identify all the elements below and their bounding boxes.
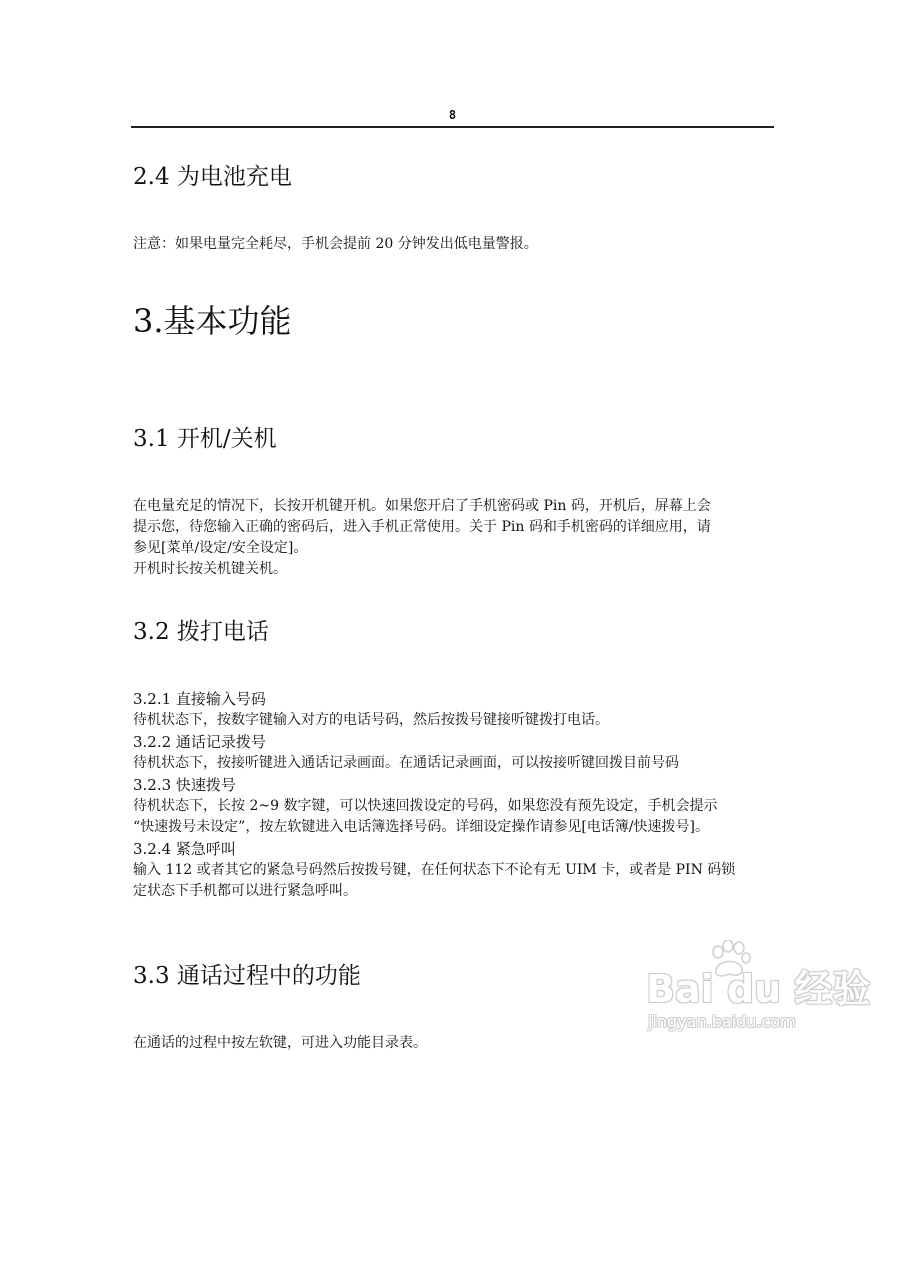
section-2-4-title: 2.4 为电池充电 (133, 164, 292, 190)
baidu-jingyan-watermark (646, 944, 871, 1034)
section-3-1-title: 3.1 开机/关机 (133, 426, 277, 452)
page-number: 8 (448, 108, 457, 122)
paragraph-line: 参见[菜单/设定/安全设定]。 (133, 540, 308, 556)
paragraph-line: 输入 112 或者其它的紧急号码然后按拨号键，在任何状态下不论有无 UIM 卡，或者是 PIN 码锁 (133, 862, 736, 878)
paragraph-line: 在电量充足的情况下，长按开机键开机。如果您开启了手机密码或 Pin 码，开机后，屏幕上会 (133, 498, 711, 514)
section-3-3-title: 3.3 通话过程中的功能 (133, 963, 361, 989)
paragraph-line: “快速拨号未设定”，按左软键进入电话簿选择号码。详细设定操作请参见[电话簿/快速拨号]。 (133, 819, 709, 835)
subsection-3-2-3-heading: 3.2.3 快速拨号 (133, 776, 236, 794)
paragraph-line: 待机状态下，按数字键输入对方的电话号码，然后按拨号键接听键拨打电话。 (133, 712, 609, 728)
section-3-2-title: 3.2 拨打电话 (133, 619, 269, 645)
subsection-3-2-2-heading: 3.2.2 通话记录拨号 (133, 733, 266, 751)
chapter-3-title: 3.基本功能 (133, 302, 292, 340)
paragraph-line: 开机时长按关机键关机。 (133, 561, 287, 577)
subsection-3-2-1-heading: 3.2.1 直接输入号码 (133, 690, 266, 708)
section-2-4-note: 注意：如果电量完全耗尽，手机会提前 20 分钟发出低电量警报。 (133, 236, 538, 252)
subsection-3-2-4-heading: 3.2.4 紧急呼叫 (133, 840, 236, 858)
paragraph-line: 定状态下手机都可以进行紧急呼叫。 (133, 883, 357, 899)
section-3-2-body (133, 688, 776, 902)
section-3-1-body (133, 496, 776, 580)
section-3-3-body: 在通话的过程中按左软键，可进入功能目录表。 (133, 1035, 427, 1051)
paragraph-line: 待机状态下，长按 2~9 数字键，可以快速回拨设定的号码，如果您没有预先设定，手机会提示 (133, 798, 718, 814)
header-rule (131, 126, 774, 128)
paragraph-line: 提示您，待您输入正确的密码后，进入手机正常使用。关于 Pin 码和手机密码的详细应用，请 (133, 519, 711, 535)
watermark-logo: Bai du 经验 (646, 967, 871, 1011)
paragraph-line: 待机状态下，按接听键进入通话记录画面。在通话记录画面，可以按接听键回拨目前号码 (133, 755, 679, 771)
watermark-url: jingyan.baidu.com (648, 1012, 796, 1031)
